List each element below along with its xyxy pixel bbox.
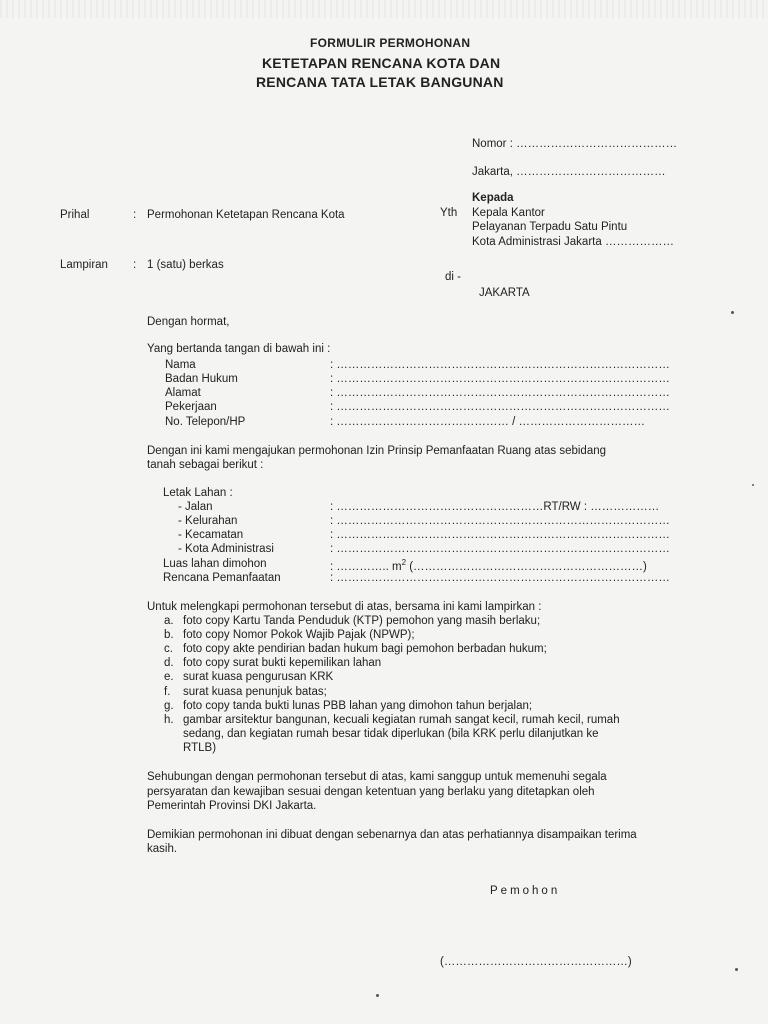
attach-item: foto copy tanda bukti lunas PBB lahan yang dimohon tahun berjalan; <box>183 700 533 712</box>
field-jalan-dots: : ………………………………………………RT/RW : ……………… <box>330 501 660 513</box>
attach-item: gambar arsitektur bangunan, kecuali kegiatan rumah sangat kecil, rumah kecil, rumah <box>183 714 620 726</box>
title-line-2: RENCANA TATA LETAK BANGUNAN <box>256 74 504 90</box>
attach-letter: b. <box>164 629 174 641</box>
attach-item: foto copy Nomor Pokok Wajib Pajak (NPWP); <box>183 629 415 641</box>
attach-letter: f. <box>164 686 171 698</box>
field-kecamatan-label: - Kecamatan <box>178 529 244 541</box>
scan-speck <box>731 311 734 314</box>
attach-letter: d. <box>164 657 174 669</box>
field-telepon-label: No. Telepon/HP <box>165 416 246 428</box>
signature-line: (…………………………………………) <box>440 956 632 968</box>
nomor-field: Nomor : …………………………………… <box>472 138 678 150</box>
attach-letter: a. <box>164 615 174 627</box>
attach-letter: g. <box>164 700 174 712</box>
closing-2-line-1: Demikian permohonan ini dibuat dengan sebenarnya dan atas perhatiannya disampaikan terima <box>147 829 637 841</box>
intro-line: Yang bertanda tangan di bawah ini : <box>147 343 331 355</box>
field-kota-admin-label: - Kota Administrasi <box>178 543 274 555</box>
scan-speck <box>376 994 379 997</box>
lampiran-value: 1 (satu) berkas <box>147 259 224 271</box>
field-kecamatan-dots: : …………………………………………………………………………… <box>330 529 670 541</box>
prihal-sep: : <box>133 209 137 221</box>
field-kota-admin-dots: : …………………………………………………………………………… <box>330 543 670 555</box>
attach-item: foto copy surat bukti kepemilikan lahan <box>183 657 382 669</box>
jakarta-date-field: Jakarta, ………………………………… <box>472 166 666 178</box>
recipient-line-1: Kepala Kantor <box>472 207 545 219</box>
attach-item-h-line-3: RTLB) <box>183 742 217 754</box>
form-title: FORMULIR PERMOHONAN <box>310 36 471 50</box>
attach-intro: Untuk melengkapi permohonan tersebut di atas, bersama ini kami lampirkan : <box>147 601 542 613</box>
attach-item-h-line-2: sedang, dan kegiatan rumah besar tidak diperlukan (bila KRK perlu dilanjutkan ke <box>183 728 599 740</box>
lampiran-label: Lampiran <box>60 259 108 271</box>
field-kelurahan-label: - Kelurahan <box>178 515 238 527</box>
closing-2-line-2: kasih. <box>147 843 178 855</box>
scan-speck <box>735 968 738 971</box>
field-luas-label: Luas lahan dimohon <box>163 558 267 570</box>
recipient-city: JAKARTA <box>479 287 530 299</box>
field-badan-hukum-label: Badan Hukum <box>165 373 238 385</box>
letak-lahan-label: Letak Lahan : <box>163 487 233 499</box>
attach-letter: h. <box>164 714 174 726</box>
kepada-label: Kepada <box>472 192 514 204</box>
attach-letter: e. <box>164 671 174 683</box>
field-pekerjaan-label: Pekerjaan <box>165 401 217 413</box>
field-telepon-dots: : ……………………………………… / …………………………… <box>330 416 645 428</box>
closing-1-line-2: persyaratan dan kewajiban sesuai dengan ketentuan yang berlaku yang ditetapkan oleh <box>147 786 595 798</box>
field-kelurahan-dots: : …………………………………………………………………………… <box>330 515 670 527</box>
field-badan-hukum-dots: : …………………………………………………………………………… <box>330 373 670 385</box>
field-rencana-dots: : …………………………………………………………………………… <box>330 572 670 584</box>
field-jalan-label: - Jalan <box>178 501 213 513</box>
scan-edge <box>0 0 768 18</box>
attach-item: foto copy akte pendirian badan hukum bagi pemohon berbadan hukum; <box>183 643 547 655</box>
salutation: Dengan hormat, <box>147 316 230 328</box>
lampiran-sep: : <box>133 259 137 271</box>
field-pekerjaan-dots: : …………………………………………………………………………… <box>330 401 670 413</box>
field-alamat-label: Alamat <box>165 387 201 399</box>
attach-item: surat kuasa pengurusan KRK <box>183 671 334 683</box>
di-label: di - <box>445 271 461 283</box>
recipient-line-3: Kota Administrasi Jakarta ……………… <box>472 236 674 248</box>
field-luas-dots: : ………….. $m^2$ (……………………………………………………) <box>330 558 647 573</box>
attach-letter: c. <box>164 643 173 655</box>
field-rencana-label: Rencana Pemanfaatan <box>163 572 281 584</box>
request-line-2: tanah sebagai berikut : <box>147 459 264 471</box>
field-nama-dots: : …………………………………………………………………………… <box>330 359 670 371</box>
prihal-value: Permohonan Ketetapan Rencana Kota <box>147 209 345 221</box>
field-alamat-dots: : …………………………………………………………………………… <box>330 387 670 399</box>
scan-speck <box>752 484 754 486</box>
request-line-1: Dengan ini kami mengajukan permohonan Izin Prinsip Pemanfaatan Ruang atas sebidang <box>147 445 607 457</box>
closing-1-line-1: Sehubungan dengan permohonan tersebut di atas, kami sanggup untuk memenuhi segala <box>147 771 607 783</box>
prihal-label: Prihal <box>60 209 90 221</box>
closing-1-line-3: Pemerintah Provinsi DKI Jakarta. <box>147 800 317 812</box>
attach-item: foto copy Kartu Tanda Penduduk (KTP) pemohon yang masih berlaku; <box>183 615 541 627</box>
attach-item: surat kuasa penunjuk batas; <box>183 686 327 698</box>
yth-label: Yth <box>440 207 458 219</box>
pemohon-label: Pemohon <box>490 885 561 897</box>
title-line-1: KETETAPAN RENCANA KOTA DAN <box>262 55 501 71</box>
recipient-line-2: Pelayanan Terpadu Satu Pintu <box>472 221 628 233</box>
field-nama-label: Nama <box>165 359 196 371</box>
